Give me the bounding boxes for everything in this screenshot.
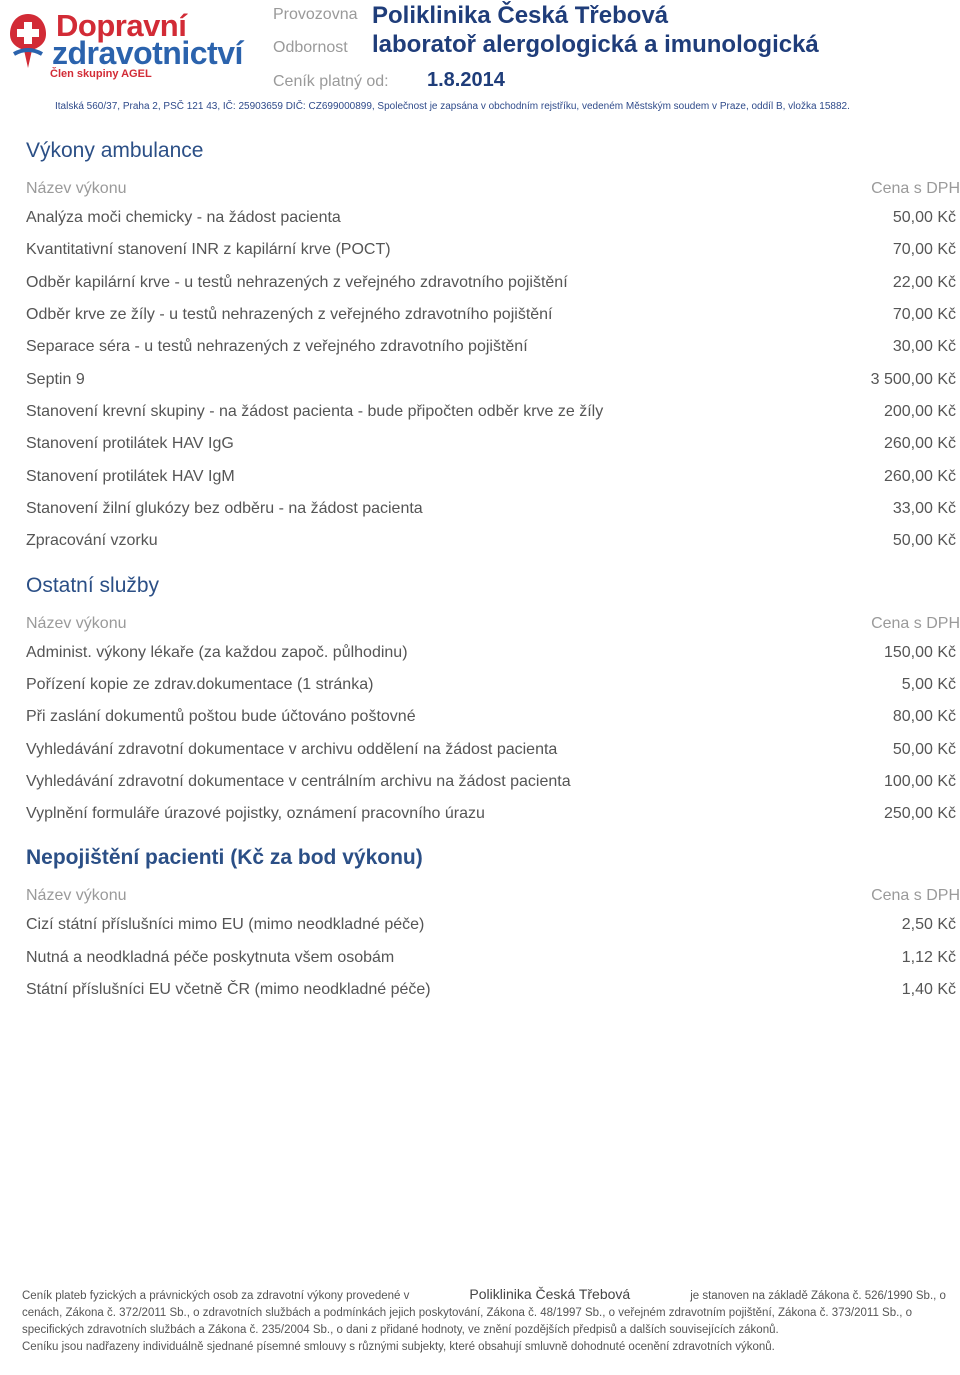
service-price: 70,00 Kč — [892, 306, 956, 323]
logo-line-1: Dopravní — [56, 8, 187, 43]
service-name: Stanovení protilátek HAV IgG — [26, 435, 234, 452]
company-logo — [8, 8, 263, 88]
odbornost-label: Odbornost — [273, 39, 348, 56]
service-name: Stanovení žilní glukózy bez odběru - na žádost pacienta — [26, 500, 423, 517]
service-name: Zpracování vzorku — [26, 532, 158, 549]
service-price: 260,00 Kč — [883, 468, 956, 485]
company-address: Italská 560/37, Praha 2, PSČ 121 43, IČ: 25903659 DIČ: CZ699000899, Společnost je zapsána v obchodním rejstříku, vedeném Městským soudem v Praze, oddíl B, vložka 15882. — [55, 101, 850, 112]
provozovna-value: Poliklinika Česká Třebová — [372, 2, 669, 29]
service-name: Stanovení krevní skupiny - na žádost pacienta - bude připočten odběr krve ze žíly — [26, 403, 604, 420]
service-price: 50,00 Kč — [892, 209, 956, 226]
service-price: 3 500,00 Kč — [870, 371, 956, 388]
column-header-price: Cena s DPH — [871, 887, 960, 904]
service-price: 150,00 Kč — [883, 644, 956, 661]
service-price: 30,00 Kč — [892, 338, 956, 355]
service-name: Administ. výkony lékaře (za každou započ. půlhodinu) — [26, 644, 408, 661]
service-price: 2,50 Kč — [901, 916, 956, 933]
service-name: Státní příslušníci EU včetně ČR (mimo neodkladné péče) — [26, 981, 431, 998]
legal-footer — [22, 1286, 952, 1356]
footer-clinic-name: Poliklinika Česká Třebová — [469, 1286, 631, 1302]
logo-line-3: Člen skupiny AGEL — [50, 68, 152, 80]
service-name: Vyplnění formuláře úrazové pojistky, oznámení pracovního úrazu — [26, 805, 485, 822]
cenik-label: Ceník platný od: — [273, 73, 389, 90]
service-price: 70,00 Kč — [892, 241, 956, 258]
service-name: Odběr krve ze žíly - u testů nehrazených z veřejného zdravotního pojištění — [26, 306, 553, 323]
service-price: 100,00 Kč — [883, 773, 956, 790]
odbornost-value: laboratoř alergologická a imunologická — [372, 31, 819, 58]
column-header-price: Cena s DPH — [871, 615, 960, 632]
service-price: 80,00 Kč — [892, 708, 956, 725]
service-name: Cizí státní příslušníci mimo EU (mimo neodkladné péče) — [26, 916, 425, 933]
service-name: Stanovení protilátek HAV IgM — [26, 468, 235, 485]
cenik-date: 1.8.2014 — [427, 69, 505, 91]
service-name: Septin 9 — [26, 371, 85, 388]
footer-text-part1: Ceník plateb fyzických a právnických osob za zdravotní výkony provedené v — [22, 1290, 410, 1302]
service-name: Separace séra - u testů nehrazených z veřejného zdravotního pojištění — [26, 338, 528, 355]
column-header-name: Název výkonu — [26, 887, 127, 904]
provozovna-label: Provozovna — [273, 6, 358, 23]
service-name: Při zaslání dokumentů poštou bude účtováno poštovné — [26, 708, 416, 725]
service-price: 200,00 Kč — [883, 403, 956, 420]
service-price: 250,00 Kč — [883, 805, 956, 822]
logo-line-2: zdravotnictví — [52, 35, 243, 71]
service-price: 50,00 Kč — [892, 741, 956, 758]
service-price: 22,00 Kč — [892, 274, 956, 291]
column-header-name: Název výkonu — [26, 615, 127, 632]
service-price: 33,00 Kč — [892, 500, 956, 517]
service-name: Pořízení kopie ze zdrav.dokumentace (1 stránka) — [26, 676, 374, 693]
service-name: Vyhledávání zdravotní dokumentace v archivu oddělení na žádost pacienta — [26, 741, 558, 758]
service-price: 5,00 Kč — [901, 676, 956, 693]
service-name: Kvantitativní stanovení INR z kapilární krve (POCT) — [26, 241, 391, 258]
service-price: 1,12 Kč — [901, 949, 956, 966]
column-header-name: Název výkonu — [26, 180, 127, 197]
service-price: 1,40 Kč — [901, 981, 956, 998]
section-title: Výkony ambulance — [26, 139, 204, 162]
section-title: Nepojištění pacienti (Kč za bod výkonu) — [26, 846, 423, 869]
service-price: 50,00 Kč — [892, 532, 956, 549]
service-name: Analýza moči chemicky - na žádost pacienta — [26, 209, 341, 226]
section-title: Ostatní služby — [26, 574, 160, 597]
service-name: Nutná a neodkladná péče poskytnuta všem osobám — [26, 949, 395, 966]
service-name: Vyhledávání zdravotní dokumentace v centrálním archivu na žádost pacienta — [26, 773, 571, 790]
service-price: 260,00 Kč — [883, 435, 956, 452]
ambulance-cross-icon — [8, 10, 48, 72]
service-name: Odběr kapilární krve - u testů nehrazených z veřejného zdravotního pojištění — [26, 274, 568, 291]
footer-text-part2: je stanoven na základě Zákona č. 526/1990 Sb., o cenách, Zákona č. 372/2011 Sb., o zdravotních službách a podmínkách jejich poskytování, Zákona č. 48/1997 Sb., o veřejném zdravotním pojištění, Zákona č. 373/2011 Sb., o specifických zdravotních službách a Zákona č. 235/2004 Sb., o dani z přidané hodnoty, ve znění pozdějších předpisů a dalších souvisejících zákonů. — [22, 1290, 946, 1336]
footer-text-part3: Ceníku jsou nadřazeny individuálně sjednané písemné smlouvy s různými subjekty, které obsahují smluvně dohodnuté ocenění zdravotních výkonů. — [22, 1341, 775, 1353]
column-header-price: Cena s DPH — [871, 180, 960, 197]
